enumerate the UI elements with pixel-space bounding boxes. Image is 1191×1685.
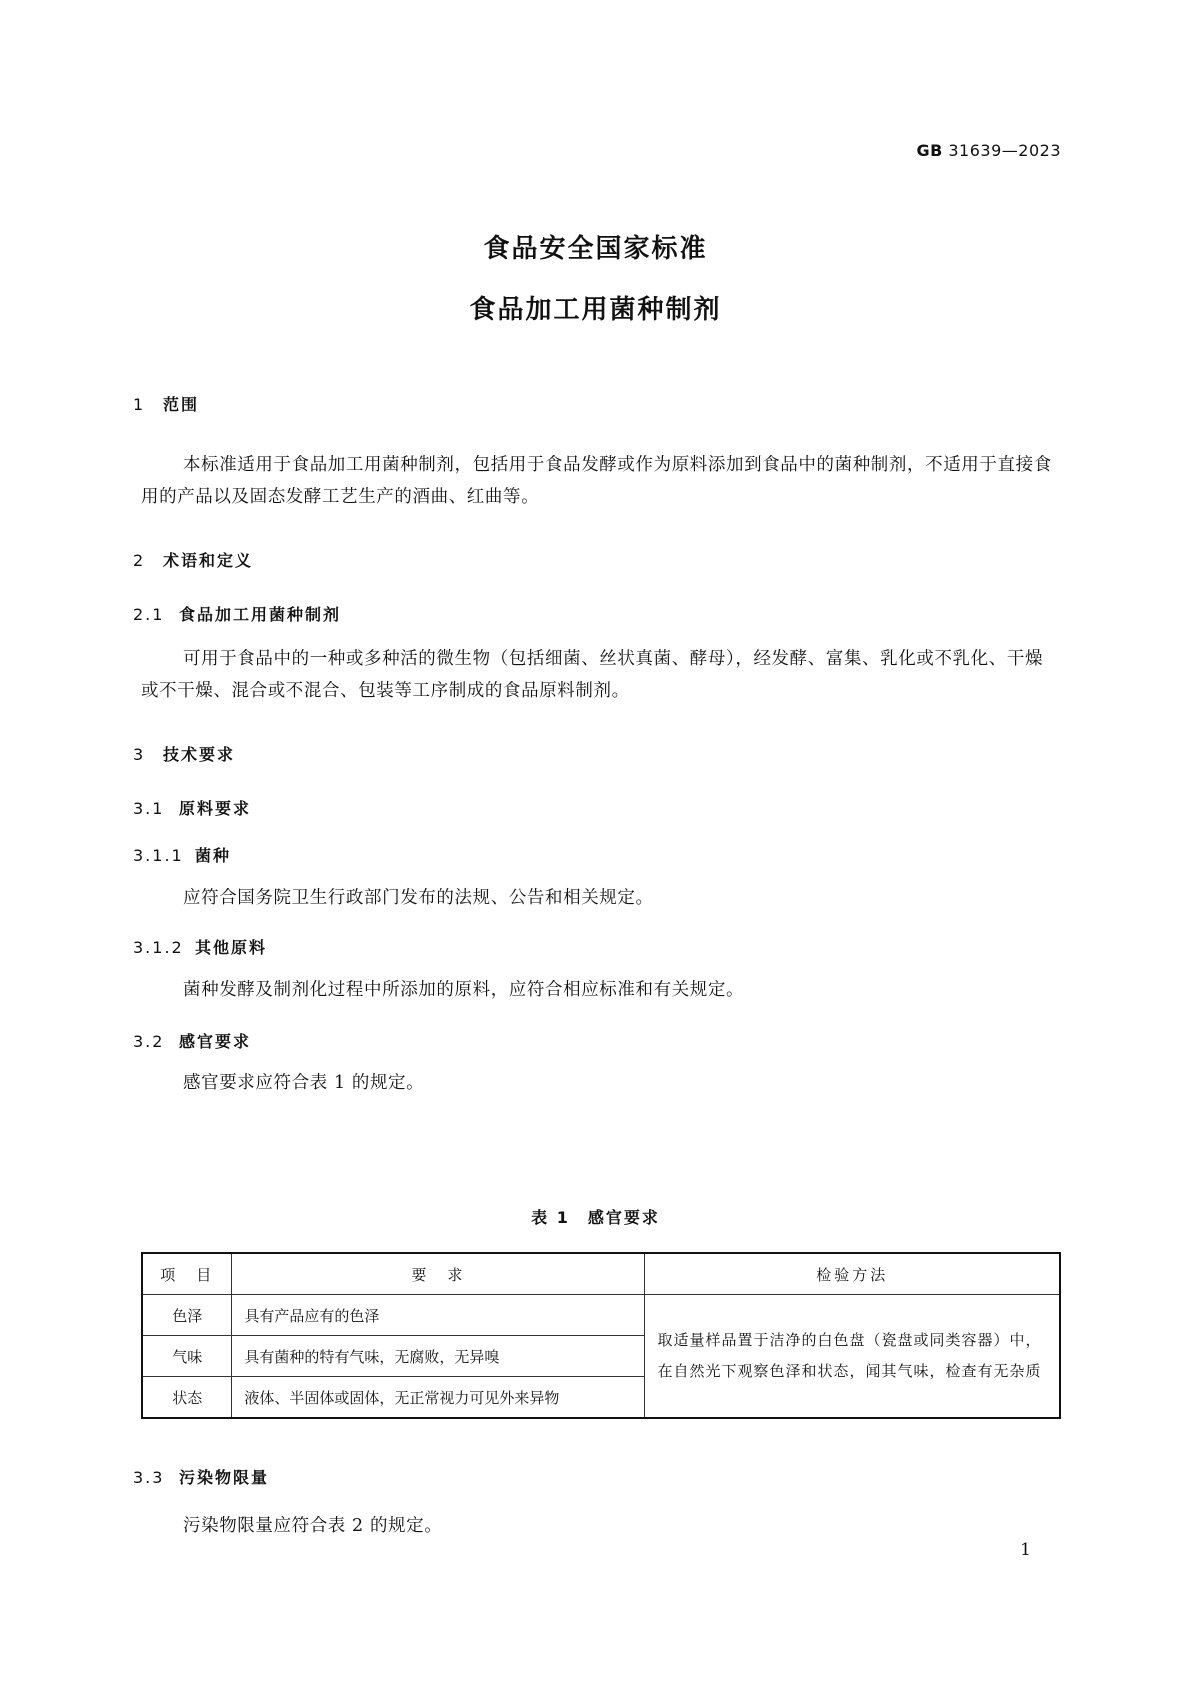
row-item: 气味: [142, 1336, 232, 1377]
section-title: 其他原料: [195, 938, 268, 957]
section-title: 菌种: [195, 846, 232, 865]
section-1-heading: [133, 392, 199, 415]
standard-prefix: GB: [916, 141, 943, 160]
header-method: 检验方法: [645, 1253, 1060, 1295]
standard-code: 31639—2023: [948, 141, 1061, 160]
section-number: 3.1.2: [133, 938, 184, 957]
table-1-caption: 表 1 感官要求: [531, 1208, 660, 1227]
section-number: 3.2: [133, 1032, 165, 1051]
section-title: 原料要求: [179, 799, 252, 818]
row-requirement: 具有菌种的特有气味，无腐败，无异嗅: [232, 1336, 645, 1377]
row-requirement: 具有产品应有的色泽: [232, 1295, 645, 1336]
header-item: 项 目: [142, 1253, 232, 1295]
section-number: 2.1: [133, 605, 165, 624]
section-3-1-2-text: 菌种发酵及制剂化过程中所添加的原料，应符合相应标准和有关规定。: [183, 980, 745, 1000]
section-3-2-text: 感官要求应符合表 1 的规定。: [183, 1073, 425, 1093]
header-requirement: 要 求: [232, 1253, 645, 1295]
sensory-requirements-table: [141, 1252, 1061, 1419]
section-title: 术语和定义: [163, 551, 254, 570]
table-header-row: [142, 1253, 1060, 1295]
section-title: 污染物限量: [179, 1468, 270, 1487]
section-3-heading: [133, 742, 235, 765]
row-requirement: 液体、半固体或固体，无正常视力可见外来异物: [232, 1377, 645, 1419]
section-3-1-heading: [133, 796, 251, 819]
section-3-1-1-text: 应符合国务院卫生行政部门发布的法规、公告和相关规定。: [183, 888, 654, 908]
standard-number: [916, 141, 1061, 160]
section-3-1-1-heading: [133, 843, 231, 866]
row-item: 色泽: [142, 1295, 232, 1336]
section-title: 技术要求: [163, 745, 236, 764]
section-2-1-heading: [133, 602, 341, 625]
section-3-1-2-heading: [133, 935, 267, 958]
section-3-3-heading: [133, 1465, 269, 1488]
section-1-text: 本标准适用于食品加工用菌种制剂，包括用于食品发酵或作为原料添加到食品中的菌种制剂，不适用于直接食用的产品以及固态发酵工艺生产的酒曲、红曲等。: [141, 455, 1052, 507]
row-item: 状态: [142, 1377, 232, 1419]
table-row: [142, 1295, 1060, 1336]
section-number: 3.3: [133, 1468, 165, 1487]
section-number: 3.1.1: [133, 846, 184, 865]
section-2-heading: [133, 548, 253, 571]
section-number: 1: [133, 395, 146, 414]
section-2-1-text: 可用于食品中的一种或多种活的微生物（包括细菌、丝状真菌、酵母），经发酵、富集、乳化或不乳化、干燥或不干燥、混合或不混合、包装等工序制成的食品原料制剂。: [141, 649, 1044, 701]
section-title: 范围: [163, 395, 200, 414]
inspection-method: 取适量样品置于洁净的白色盘（瓷盘或同类容器）中，在自然光下观察色泽和状态，闻其气味，检查有无杂质: [645, 1295, 1060, 1419]
section-title: 感官要求: [179, 1032, 252, 1051]
section-number: 3.1: [133, 799, 165, 818]
document-title-line2: 食品加工用菌种制剂: [469, 295, 722, 325]
section-number: 2: [133, 551, 146, 570]
section-3-2-heading: [133, 1029, 251, 1052]
section-title: 食品加工用菌种制剂: [179, 605, 342, 624]
page-number: 1: [1020, 1540, 1031, 1560]
document-title-line1: 食品安全国家标准: [483, 234, 708, 264]
section-number: 3: [133, 745, 146, 764]
section-3-3-text: 污染物限量应符合表 2 的规定。: [183, 1516, 443, 1536]
